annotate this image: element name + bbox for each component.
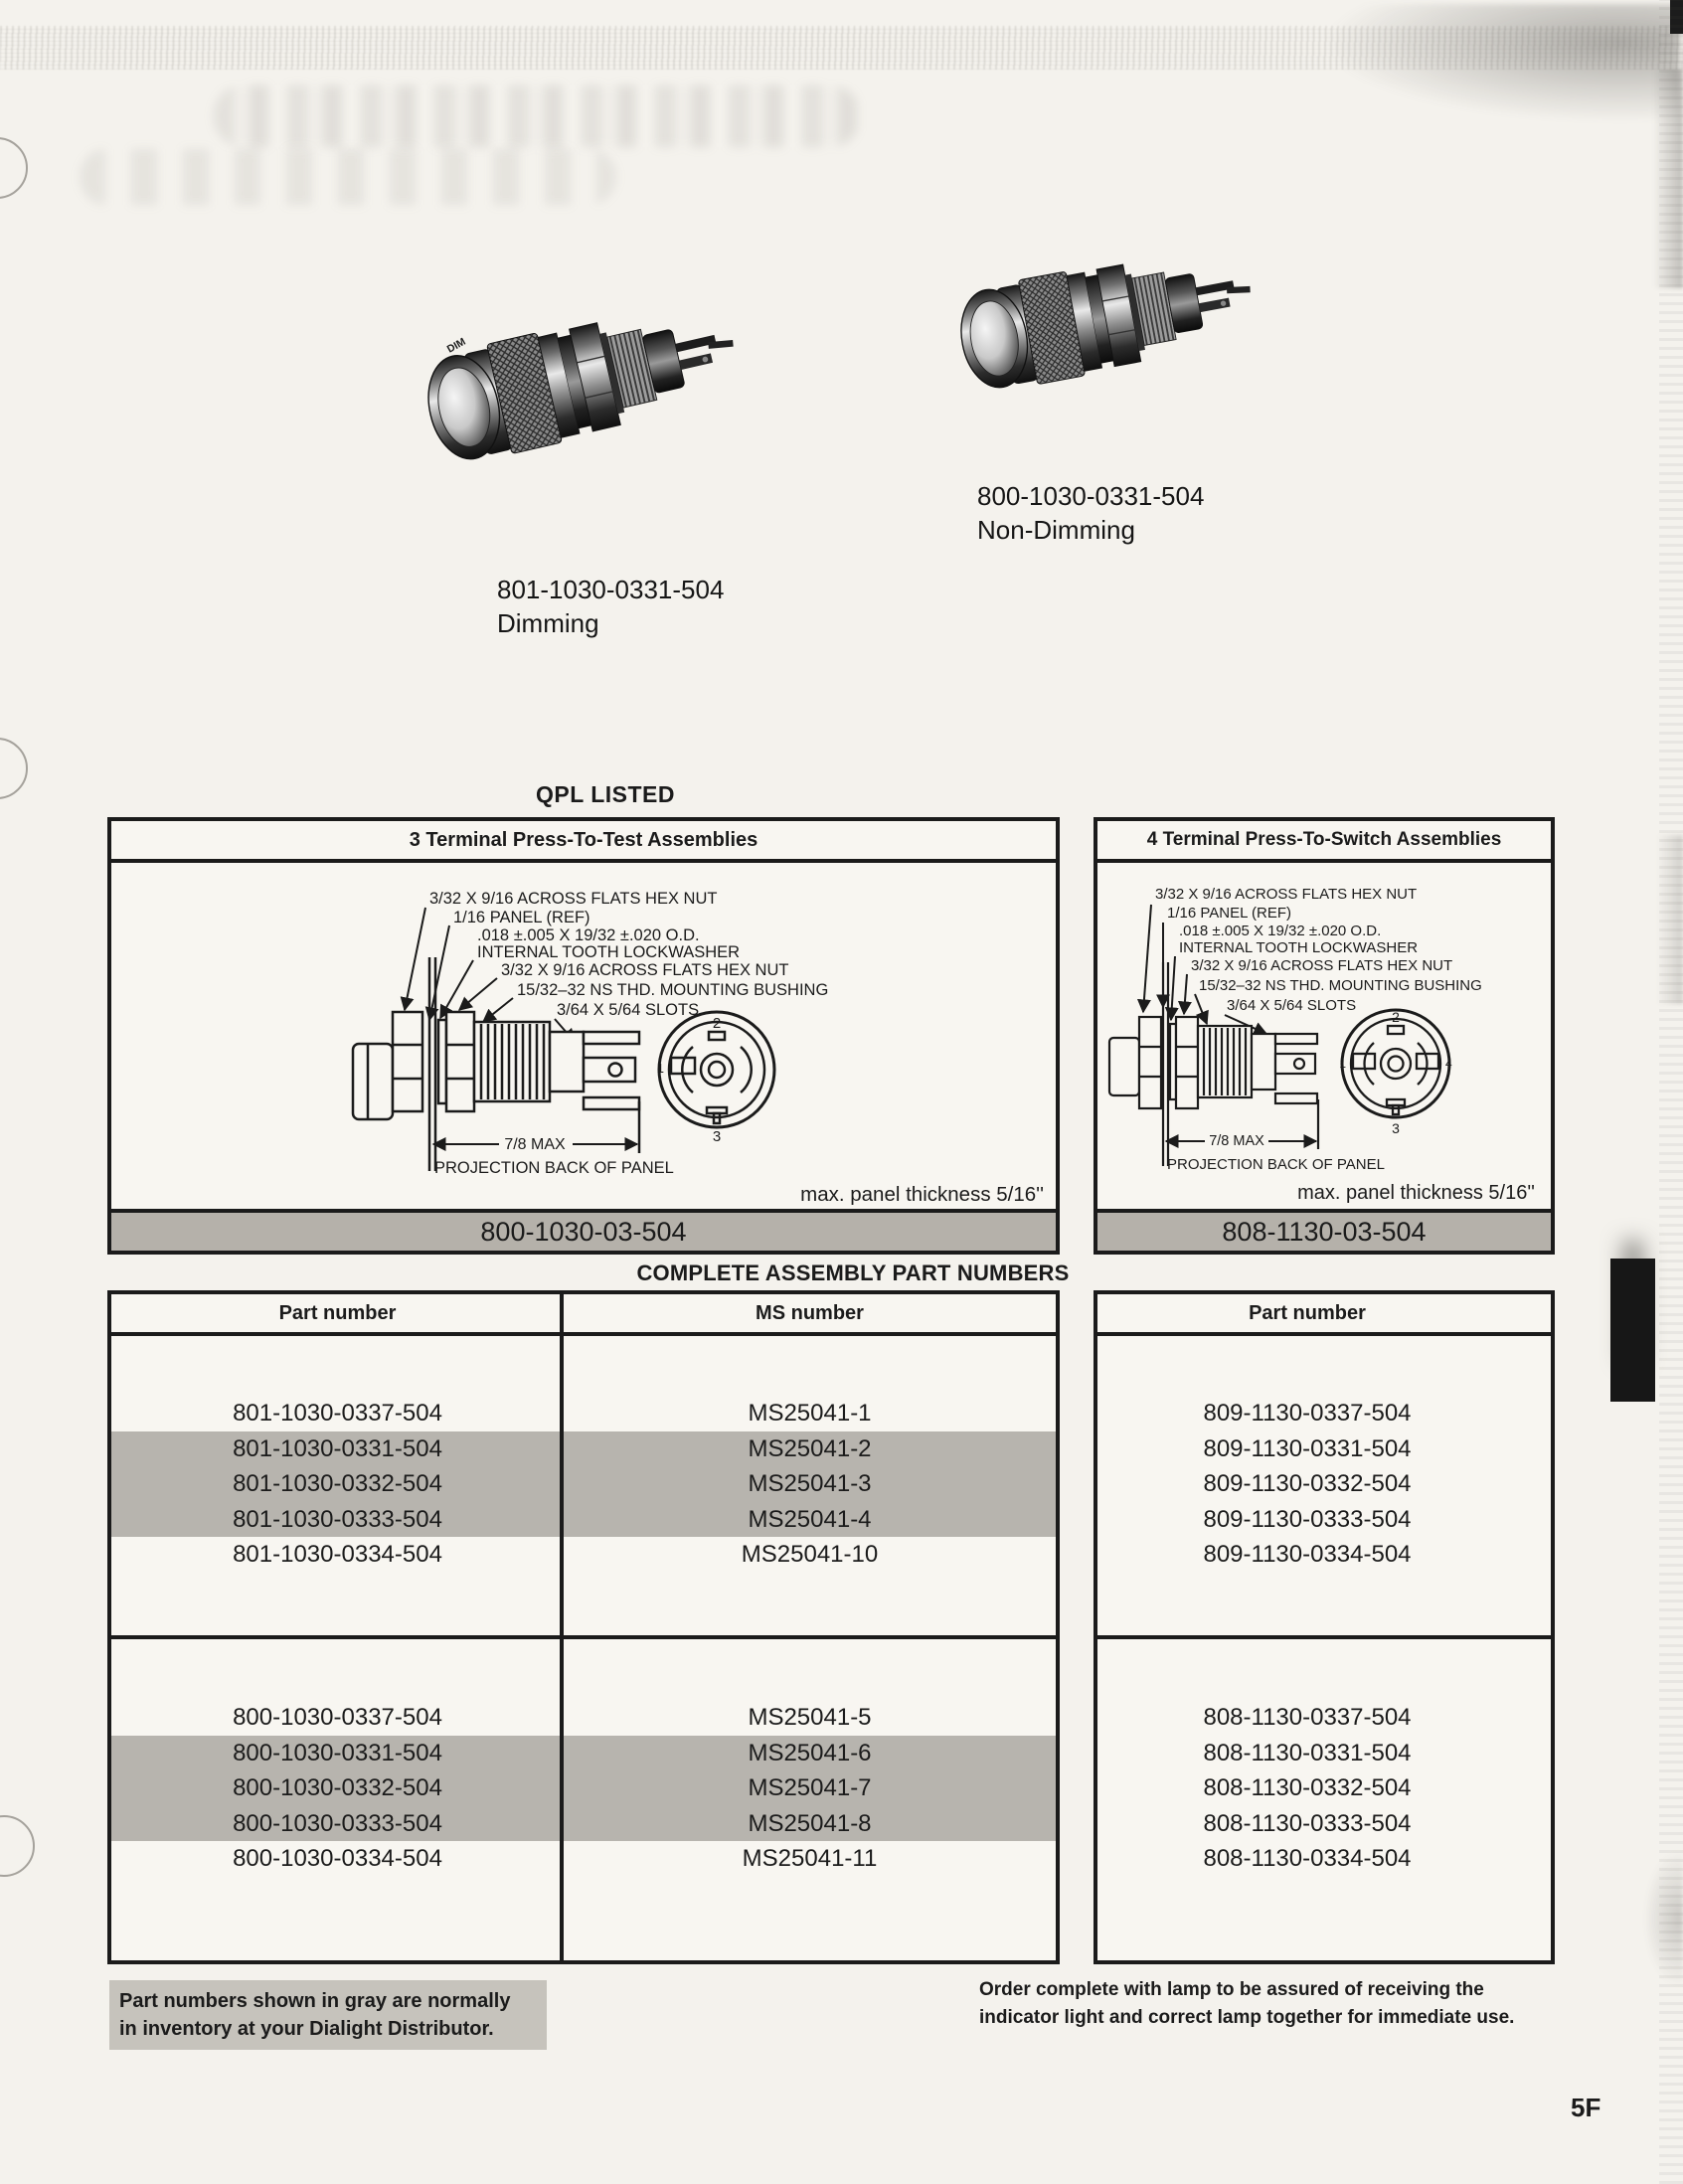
terminal-label-2: 2 [1392, 1009, 1400, 1025]
dimension-label: 7/8 MAX [1209, 1133, 1264, 1149]
callout: 15/32–32 NS THD. MOUNTING BUSHING [1199, 977, 1482, 994]
part-number-cell: 808-1130-0331-504 [1203, 1739, 1412, 1766]
inventory-note-line: in inventory at your Dialight Distributor. [119, 2018, 494, 2040]
panel-4-terminal [1094, 817, 1555, 1255]
part-number-table-left [107, 1290, 1060, 1964]
ghost-text-smudge [80, 149, 616, 205]
part-number-cell: 809-1130-0337-504 [1203, 1400, 1412, 1427]
hole-punch-arc [0, 1815, 35, 1877]
order-note-line: Order complete with lamp to be assured of receiving the [979, 1979, 1484, 2000]
callout: .018 ±.005 X 19/32 ±.020 O.D. [477, 926, 700, 944]
terminal-label-3: 3 [712, 1128, 722, 1145]
terminal-label-2: 2 [712, 1015, 722, 1032]
terminal-label-1: 1 [1339, 1057, 1346, 1071]
table-row [111, 1700, 1056, 1736]
part-number-cell: 809-1130-0333-504 [1203, 1505, 1412, 1533]
callout-labels [429, 890, 828, 1019]
panel-drawing-area [111, 863, 1056, 1209]
table-header-row [111, 1294, 1056, 1336]
group-divider-line [111, 1635, 1056, 1639]
part-number-cell: 809-1130-0331-504 [1203, 1434, 1412, 1462]
scan-edge-smudge [1657, 835, 1683, 1004]
series-part-number-bar: 800-1030-03-504 [111, 1209, 1056, 1251]
scan-edge-smudge [1643, 1849, 1683, 1988]
callout: INTERNAL TOOTH LOCKWASHER [477, 943, 741, 961]
terminal-label-4: 4 [1445, 1057, 1452, 1071]
table-row [111, 1736, 1056, 1771]
terminal-label-3: 3 [1392, 1120, 1400, 1136]
device-body [953, 239, 1261, 396]
part-number-cell: 808-1130-0332-504 [1203, 1774, 1412, 1802]
part-number-cell: 800-1030-0333-504 [233, 1809, 442, 1837]
panel-title: 4 Terminal Press-To-Switch Assemblies [1097, 821, 1551, 863]
table-row [1097, 1700, 1551, 1736]
table-row [1097, 1806, 1551, 1842]
callout: 3/64 X 5/64 SLOTS [557, 1001, 700, 1019]
table-row [1097, 1396, 1551, 1431]
group-divider-line [1097, 1635, 1551, 1639]
lens-marking-dim: DIM [444, 335, 468, 356]
table-group-2 [1097, 1639, 1551, 1877]
assembly-drawing-4-terminal [1097, 863, 1551, 1209]
complete-assembly-heading: COMPLETE ASSEMBLY PART NUMBERS [636, 1260, 1070, 1285]
table-row [111, 1396, 1056, 1431]
part-number-cell: 809-1130-0334-504 [1203, 1541, 1412, 1569]
product-variant: Non-Dimming [977, 515, 1135, 545]
callout: .018 ±.005 X 19/32 ±.020 O.D. [1179, 923, 1382, 939]
indicator-light-photo [409, 258, 779, 495]
callout: 1/16 PANEL (REF) [1167, 905, 1292, 922]
ms-number-cell: MS25041-4 [748, 1505, 872, 1533]
scan-smudge-top-right [1282, 4, 1680, 133]
front-view-drawing [1339, 1009, 1452, 1136]
column-header-part-number: Part number [1249, 1302, 1366, 1324]
projection-label: PROJECTION BACK OF PANEL [434, 1159, 674, 1177]
part-number-cell: 801-1030-0337-504 [233, 1400, 442, 1427]
terminal-label-1: 1 [656, 1061, 664, 1076]
table-row [111, 1466, 1056, 1502]
ms-number-cell: MS25041-11 [742, 1845, 878, 1873]
part-number-cell: 800-1030-0337-504 [233, 1704, 442, 1731]
part-number-cell: 801-1030-0333-504 [233, 1505, 442, 1533]
callout: 3/32 X 9/16 ACROSS FLATS HEX NUT [1155, 886, 1418, 903]
part-number-cell: 800-1030-0332-504 [233, 1774, 442, 1802]
product-caption-dimming [497, 573, 724, 640]
device-body [415, 276, 747, 469]
product-variant: Dimming [497, 608, 599, 638]
qpl-listed-heading: QPL LISTED [535, 781, 676, 807]
assembly-drawing-3-terminal [111, 863, 1056, 1209]
callout: INTERNAL TOOTH LOCKWASHER [1179, 939, 1419, 956]
product-part-number: 800-1030-0331-504 [977, 481, 1205, 511]
product-photo-dimming [409, 258, 779, 495]
front-view-drawing [657, 1012, 774, 1145]
part-number-cell: 808-1130-0337-504 [1203, 1704, 1412, 1731]
table-row [1097, 1537, 1551, 1573]
max-panel-thickness: max. panel thickness 5/16'' [1297, 1182, 1535, 1204]
callout-labels [1155, 886, 1482, 1014]
hole-punch-arc [0, 738, 28, 799]
table-row [1097, 1502, 1551, 1538]
callout: 3/32 X 9/16 ACROSS FLATS HEX NUT [429, 890, 718, 908]
max-panel-thickness: max. panel thickness 5/16'' [800, 1183, 1044, 1206]
column-header-ms-number: MS number [756, 1302, 864, 1324]
section-index-tab [1610, 1259, 1655, 1402]
part-number-cell: 801-1030-0332-504 [233, 1470, 442, 1498]
table-row [111, 1806, 1056, 1842]
dimension [1166, 1130, 1385, 1173]
scan-edge-smudge [1653, 70, 1683, 288]
ms-number-cell: MS25041-8 [748, 1809, 872, 1837]
part-number-table-right [1094, 1290, 1555, 1964]
table-row [111, 1841, 1056, 1877]
table-group-2 [111, 1639, 1056, 1877]
product-photo-non-dimming [945, 211, 1291, 421]
hole-punch-arc [0, 137, 28, 199]
table-row [111, 1431, 1056, 1467]
callout: 15/32–32 NS THD. MOUNTING BUSHING [517, 981, 829, 999]
ghost-text-smudge [214, 85, 860, 147]
part-number-cell: 808-1130-0334-504 [1203, 1845, 1412, 1873]
ms-number-cell: MS25041-2 [748, 1434, 872, 1462]
part-number-cell: 801-1030-0334-504 [233, 1541, 442, 1569]
panel-3-terminal [107, 817, 1060, 1255]
part-number-cell: 800-1030-0331-504 [233, 1739, 442, 1766]
ms-number-cell: MS25041-5 [748, 1704, 872, 1731]
table-row [1097, 1770, 1551, 1806]
inventory-note-line: Part numbers shown in gray are normally [119, 1990, 511, 2012]
table-header-row [1097, 1294, 1551, 1336]
dimension [433, 1133, 674, 1177]
column-divider-line [560, 1294, 564, 1960]
ms-number-cell: MS25041-1 [748, 1400, 872, 1427]
part-number-cell: 809-1130-0332-504 [1203, 1470, 1412, 1498]
part-number-cell: 801-1030-0331-504 [233, 1434, 442, 1462]
ms-number-cell: MS25041-10 [741, 1541, 879, 1569]
callout: 3/64 X 5/64 SLOTS [1227, 997, 1357, 1014]
inventory-note [109, 1980, 547, 2050]
ms-number-cell: MS25041-3 [748, 1470, 872, 1498]
table-group-1 [1097, 1336, 1551, 1573]
page-number: 5F [1571, 2093, 1601, 2122]
part-number-cell: 800-1030-0334-504 [233, 1845, 442, 1873]
table-row [111, 1537, 1056, 1573]
indicator-light-photo [945, 211, 1291, 421]
panel-drawing-area [1097, 863, 1551, 1209]
table-row [1097, 1431, 1551, 1467]
callout: 3/32 X 9/16 ACROSS FLATS HEX NUT [501, 961, 789, 979]
table-row [1097, 1736, 1551, 1771]
order-note [979, 1976, 1541, 2032]
table-row [111, 1502, 1056, 1538]
product-caption-non-dimming [977, 479, 1204, 547]
column-header-part-number: Part number [278, 1302, 397, 1324]
dimension-label: 7/8 MAX [504, 1136, 566, 1153]
table-row [1097, 1841, 1551, 1877]
table-group-1 [111, 1336, 1056, 1573]
table-row [1097, 1466, 1551, 1502]
projection-label: PROJECTION BACK OF PANEL [1167, 1156, 1385, 1173]
ms-number-cell: MS25041-6 [748, 1739, 872, 1766]
order-note-line: indicator light and correct lamp together for immediate use. [979, 2007, 1515, 2028]
series-part-number-bar: 808-1130-03-504 [1097, 1209, 1551, 1251]
callout: 1/16 PANEL (REF) [453, 909, 590, 926]
product-part-number: 801-1030-0331-504 [497, 575, 725, 604]
callout: 3/32 X 9/16 ACROSS FLATS HEX NUT [1191, 957, 1453, 974]
part-number-cell: 808-1130-0333-504 [1203, 1809, 1412, 1837]
ms-number-cell: MS25041-7 [748, 1774, 872, 1802]
table-row [111, 1770, 1056, 1806]
panel-title: 3 Terminal Press-To-Test Assemblies [111, 821, 1056, 863]
